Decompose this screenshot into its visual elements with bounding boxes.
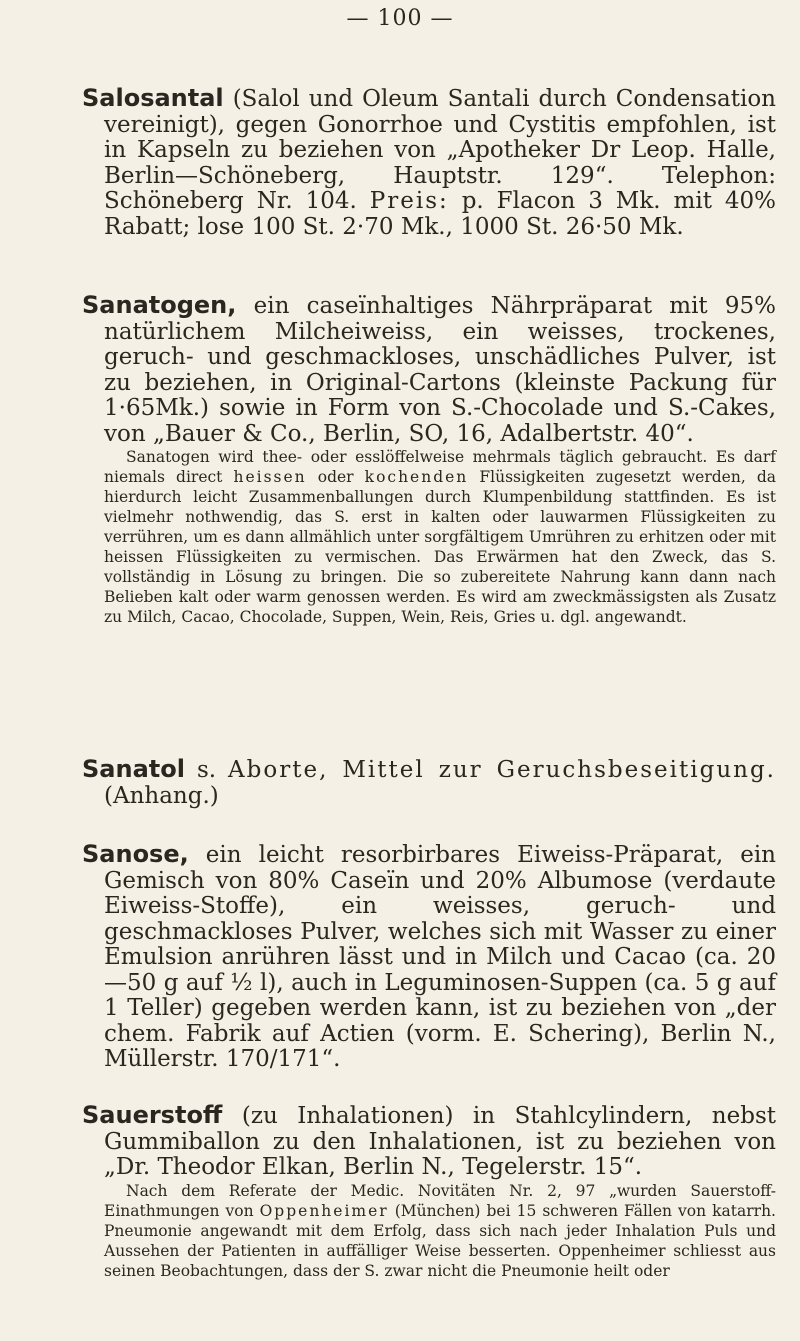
entry-note — [82, 1181, 776, 1281]
note-text: Nach dem Referate der Medic. Novitäten Nr. 2, 97 „wurden Sauerstoff-Einathmungen von — [104, 1181, 776, 1220]
note-text: Flüssigkeiten zugesetzt werden, da hierdurch leicht Zusammenballungen durch Klumpenbildung stattfinden. Es ist vielmehr nothwendig, das S. erst in kalten oder lauwarmen Flüssigkeiten zu verrühren, um es dann allmählich unter sorgfältigem Umrühren zu erhitzen oder mit heissen Flüssigkeiten zu vermischen. Das Erwärmen hat den Zweck, das S. vollständig in Lösung zu bringen. Die so zubereitete Nahrung kann dann nach Belieben kalt oder warm genossen werden. Es wird am zweckmässigsten als Zusatz zu Milch, Cacao, Chocolade, Suppen, Wein, Reis, Gries u. dgl. angewandt. — [104, 468, 776, 626]
entry-sanose — [82, 842, 776, 1073]
entry-lemma: Sanatol — [82, 755, 185, 783]
note-text: (München) bei 15 schweren Fällen von katarrh. Pneumonie angewandt mit dem Erfolg, dass sich nach jeder Inhalation Puls und Aussehen der Patienten in auffälliger Weise besserten. Oppenheimer schliesst aus seinen Beobachtungen, dass der S. zwar nicht die Pneumonie heilt oder — [104, 1201, 776, 1280]
entry-body — [82, 757, 776, 809]
entry-body — [82, 293, 776, 447]
price-text: p. Flacon 3 Mk. mit 40% Rabatt; lose 100 St. 2·70 Mk., 1000 St. 26·50 Mk. — [104, 188, 777, 240]
note-emphasis: kochenden — [364, 468, 469, 486]
entry-lemma: Salosantal — [82, 84, 224, 112]
entry-body — [82, 86, 776, 240]
entry-text: s. — [196, 757, 217, 783]
entry-sanatol — [82, 757, 776, 809]
entry-text: (zu Inhalationen) in Stahlcylindern, nebst Gummiballon zu den Inhalationen, ist zu beziehen von „Dr. Theodor Elkan, Berlin N., Tegelerstr. 15“. — [104, 1103, 776, 1180]
note-text: Sanatogen wird thee- oder esslöffelweise mehrmals täglich gebraucht. Es darf niemals direct — [104, 448, 776, 486]
note-emphasis: Oppenheimer — [259, 1201, 389, 1220]
entry-text: ein caseïnhaltiges Nährpräparat mit 95% natürlichem Milcheiweiss, ein weisses, trockenes, geruch- und geschmackloses, unschädliches Pulver, ist zu beziehen, in Original-Cartons (kleinste Packung für 1·65Mk.) sowie in Form von S.-Chocolade und S.-Cakes, von „Bauer & Co., Berlin, SO, 16, Adalbertstr. 40“. — [104, 293, 777, 447]
entry-lemma: Sanose, — [82, 840, 189, 868]
page-number: — 100 — — [346, 6, 454, 31]
entry-body — [82, 1103, 776, 1181]
entry-salosantal — [82, 86, 776, 240]
entry-body — [82, 842, 776, 1073]
note-text: oder — [317, 468, 354, 486]
entry-text: (Salol und Oleum Santali durch Condensation vereinigt), gegen Gonorrhoe und Cystitis empfohlen, ist in Kapseln zu beziehen von „Apotheker Dr Leop. Halle, Berlin—Schöneberg, Hauptstr. 129“. Telephon: Schöneberg Nr. 104. — [104, 86, 776, 214]
entry-sauerstoff — [82, 1103, 776, 1281]
entry-text: (Anhang.) — [104, 782, 219, 809]
entry-lemma: Sanatogen, — [82, 291, 237, 319]
entry-lemma: Sauerstoff — [82, 1101, 223, 1129]
entry-sanatogen — [82, 293, 776, 627]
price-label: Preis: — [369, 188, 449, 214]
cross-reference: Aborte, Mittel zur Geruchsbeseitigung. — [228, 757, 776, 783]
note-emphasis: heissen — [233, 468, 307, 486]
entry-note — [82, 447, 776, 627]
entry-text: ein leicht resorbirbares Eiweiss-Präparat, ein Gemisch von 80% Caseïn und 20% Albumose (verdaute Eiweiss-Stoffe), ein weisses, geruch- und geschmackloses Pulver, welches sich mit Wasser zu einer Emulsion anrühren lässt und in Milch und Cacao (ca. 20—50 g auf ½ l), auch in Leguminosen-Suppen (ca. 5 g auf 1 Teller) gegeben werden kann, ist zu beziehen von „der chem. Fabrik auf Actien (vorm. E. Schering), Berlin N., Müllerstr. 170/171“. — [104, 842, 776, 1072]
